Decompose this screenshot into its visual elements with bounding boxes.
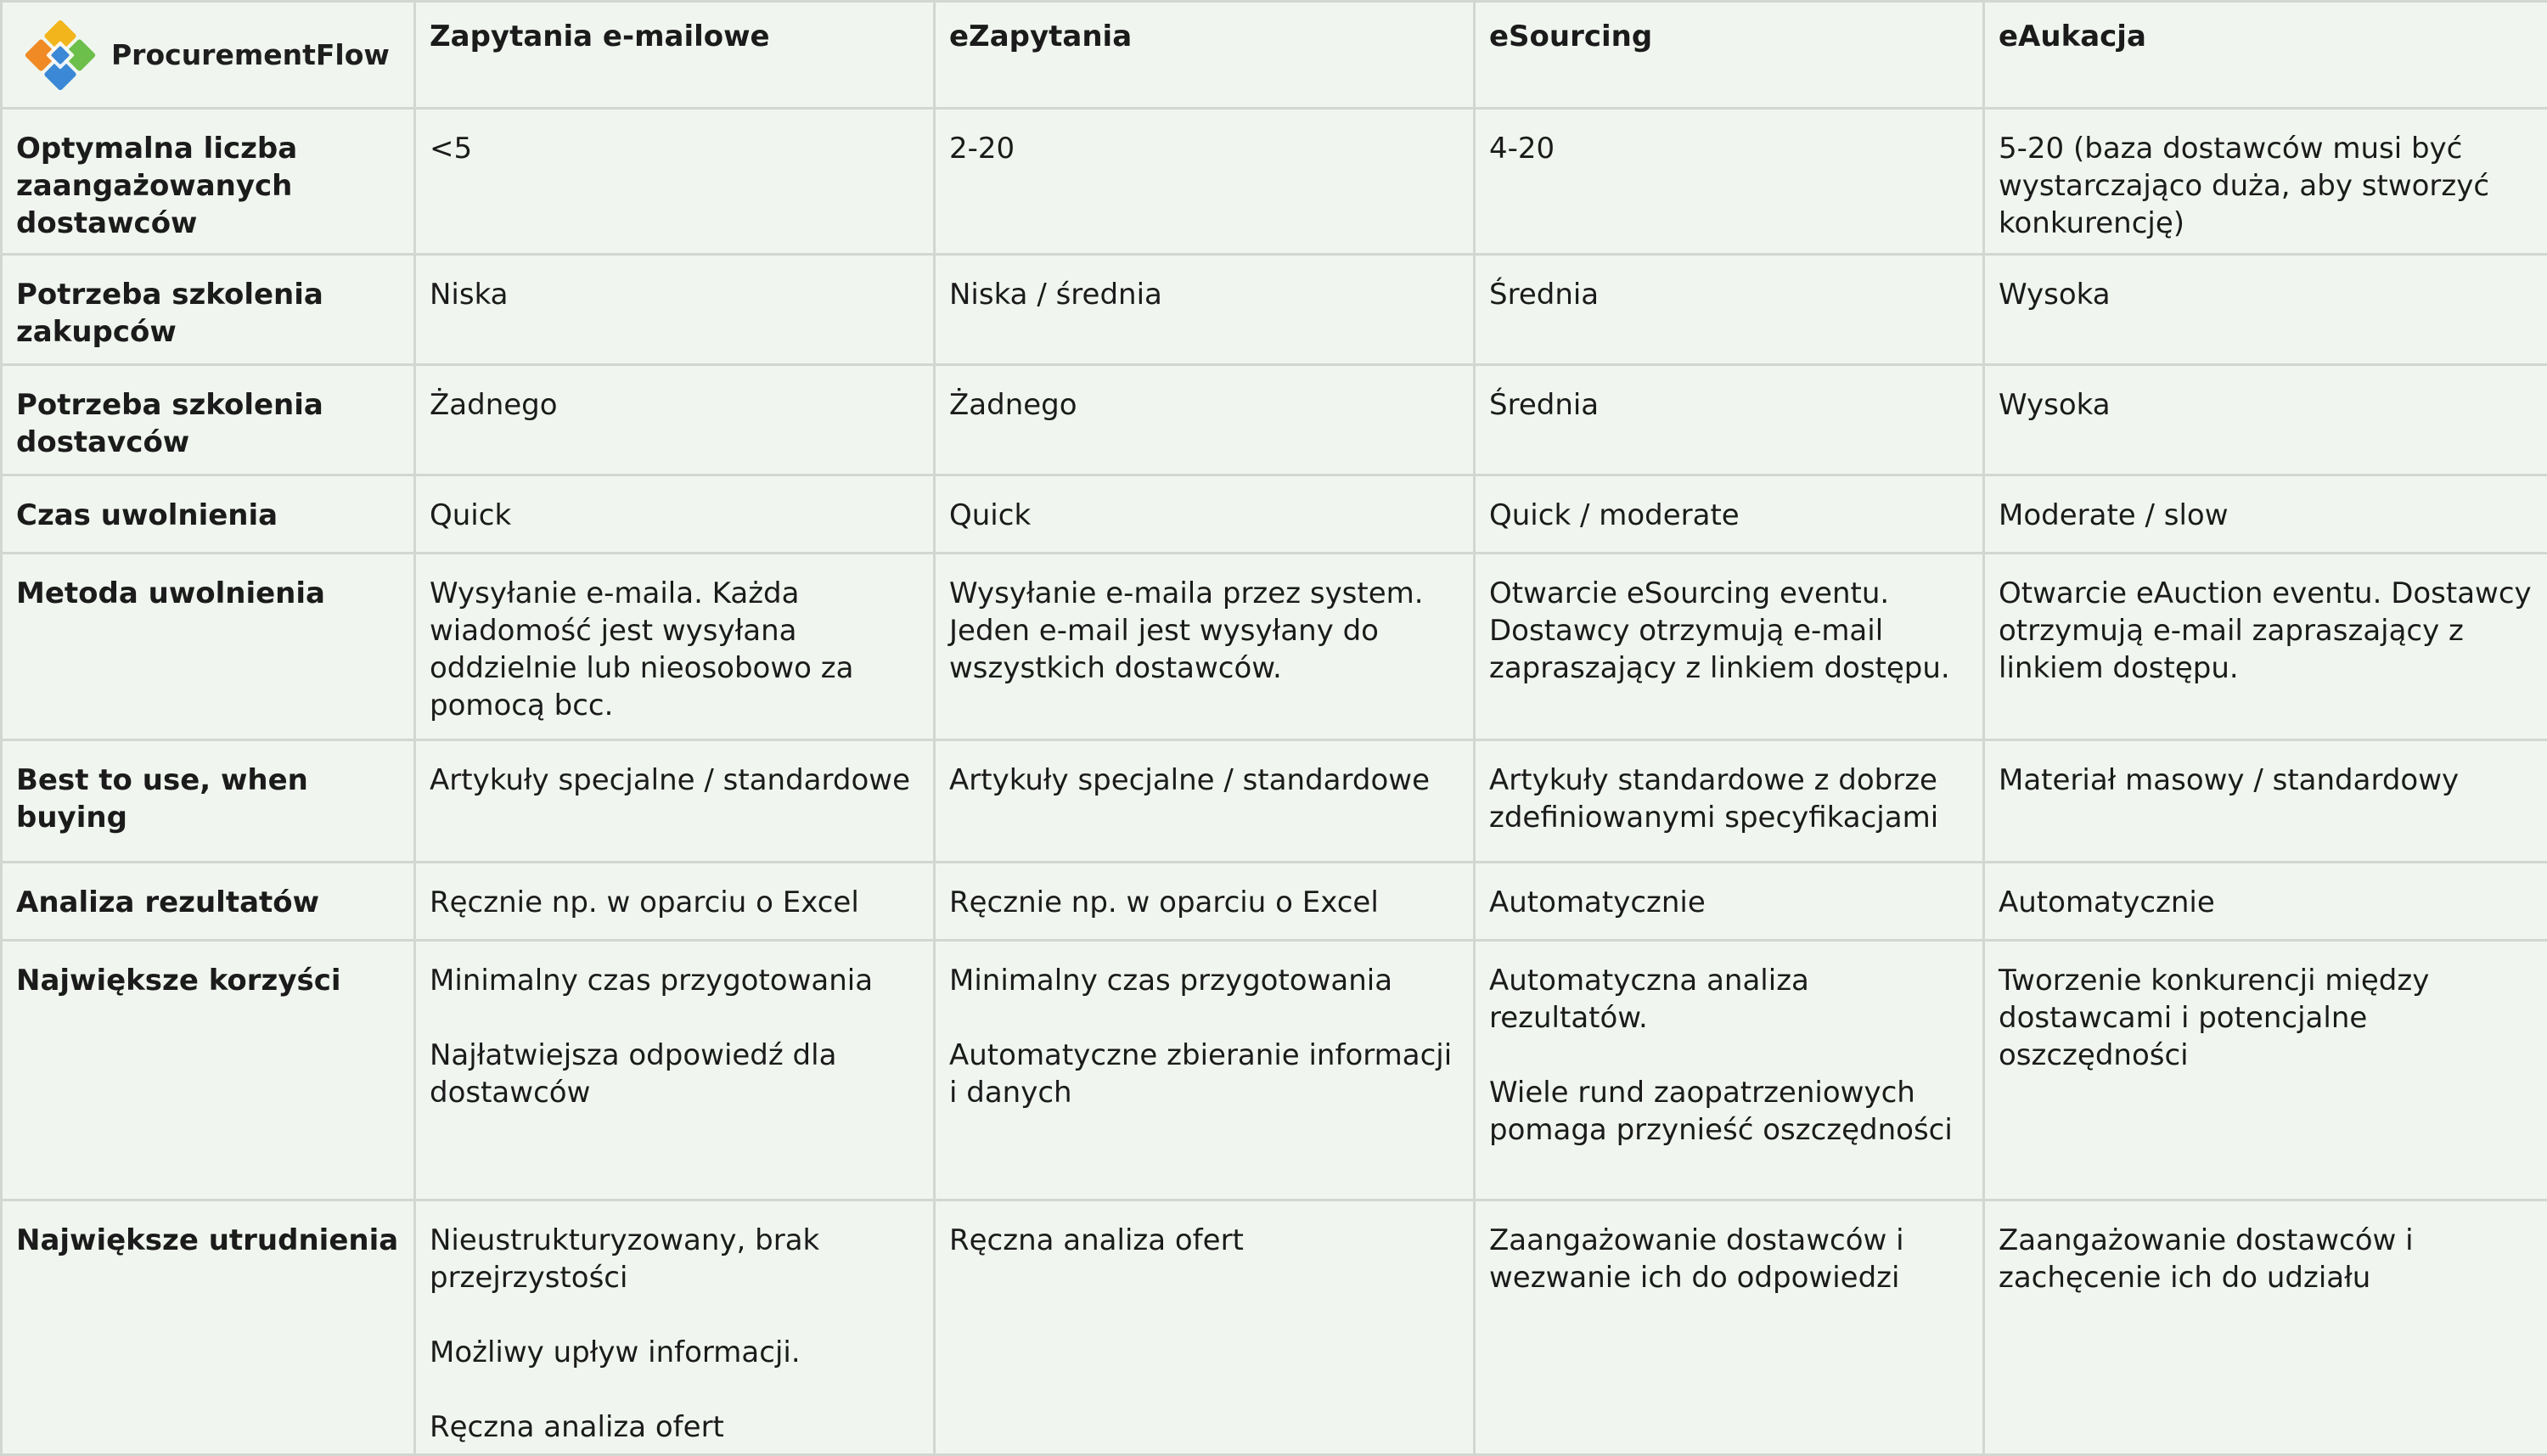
cell-text: Zaangażowanie dostawców i zachęcenie ich do udziału bbox=[1999, 1222, 2533, 1296]
cell-text: 5-20 (baza dostawców musi być wystarczająco duża, aby stworzyć konkurencję) bbox=[1999, 130, 2533, 242]
cell-text: Quick bbox=[430, 497, 919, 534]
cell-text: Quick / moderate bbox=[1489, 497, 1969, 534]
table-cell bbox=[1984, 941, 2547, 1200]
table-cell bbox=[1475, 365, 1984, 475]
cell-text: Możliwy upływ informacji. bbox=[430, 1334, 919, 1371]
table-cell bbox=[1475, 863, 1984, 941]
table-row-optimal-suppliers bbox=[2, 109, 2547, 255]
table-row-release-method bbox=[2, 554, 2547, 740]
row-label-cell bbox=[2, 109, 415, 255]
table-cell bbox=[1475, 1200, 1984, 1455]
row-label-cell bbox=[2, 475, 415, 554]
row-label: Best to use, when buying bbox=[3, 741, 413, 836]
table-cell bbox=[935, 255, 1475, 365]
cell-text: Wysoka bbox=[1999, 276, 2533, 313]
table-cell bbox=[935, 941, 1475, 1200]
table-cell bbox=[1475, 255, 1984, 365]
header-row bbox=[2, 2, 2547, 109]
cell-text: Automatyczna analiza rezultatów. bbox=[1489, 962, 1969, 1037]
column-header-esourcing: eSourcing bbox=[1475, 2, 1984, 109]
table-cell bbox=[415, 863, 935, 941]
cell-text: Automatycznie bbox=[1489, 884, 1969, 921]
table-cell bbox=[1475, 109, 1984, 255]
table-cell bbox=[1984, 740, 2547, 863]
table-cell bbox=[1475, 941, 1984, 1200]
table-cell bbox=[935, 740, 1475, 863]
cell-text: <5 bbox=[430, 130, 919, 167]
row-label-cell bbox=[2, 255, 415, 365]
table-cell bbox=[935, 1200, 1475, 1455]
table-cell bbox=[935, 554, 1475, 740]
cell-text: Ręczna analiza ofert bbox=[430, 1408, 919, 1446]
row-label: Potrzeba szkolenia zakupców bbox=[3, 256, 413, 351]
cell-text: Zaangażowanie dostawców i wezwanie ich do odpowiedzi bbox=[1489, 1222, 1969, 1296]
cell-text: Artykuły standardowe z dobrze zdefiniowanymi specyfikacjami bbox=[1489, 762, 1969, 836]
table-cell bbox=[1984, 255, 2547, 365]
row-label: Czas uwolnienia bbox=[3, 476, 413, 534]
row-label: Potrzeba szkolenia dostavców bbox=[3, 366, 413, 461]
column-header-email: Zapytania e-mailowe bbox=[415, 2, 935, 109]
cell-text: Nieustrukturyzowany, brak przejrzystości bbox=[430, 1222, 919, 1296]
cell-text: Artykuły specjalne / standardowe bbox=[949, 762, 1459, 799]
cell-text: Wysoka bbox=[1999, 386, 2533, 424]
cell-text: Żadnego bbox=[430, 386, 919, 424]
table-cell bbox=[1984, 863, 2547, 941]
cell-text: Średnia bbox=[1489, 386, 1969, 424]
table-cell bbox=[415, 1200, 935, 1455]
table-cell bbox=[415, 109, 935, 255]
cell-text: Otwarcie eAuction eventu. Dostawcy otrzymują e-mail zapraszający z linkiem dostępu. bbox=[1999, 575, 2533, 687]
brand-logo bbox=[3, 3, 413, 107]
table-row-supplier-training bbox=[2, 365, 2547, 475]
row-label: Analiza rezultatów bbox=[3, 863, 413, 921]
table-cell bbox=[1475, 554, 1984, 740]
cell-text: Automatyczne zbieranie informacji i danych bbox=[949, 1037, 1459, 1111]
cell-text: Niska / średnia bbox=[949, 276, 1459, 313]
cell-text: Tworzenie konkurencji między dostawcami i potencjalne oszczędności bbox=[1999, 962, 2533, 1074]
cell-text: Ręczna analiza ofert bbox=[949, 1222, 1459, 1259]
cell-text: Automatycznie bbox=[1999, 884, 2533, 921]
cell-text: Minimalny czas przygotowania bbox=[430, 962, 919, 999]
row-label-cell bbox=[2, 1200, 415, 1455]
cell-text: 2-20 bbox=[949, 130, 1459, 167]
table-cell bbox=[415, 554, 935, 740]
cell-text: Quick bbox=[949, 497, 1459, 534]
table-cell bbox=[1984, 109, 2547, 255]
cell-text: Minimalny czas przygotowania bbox=[949, 962, 1459, 999]
table-cell bbox=[1984, 475, 2547, 554]
table-cell bbox=[415, 365, 935, 475]
row-label-cell bbox=[2, 863, 415, 941]
cell-text: Wiele rund zaopatrzeniowych pomaga przynieść oszczędności bbox=[1489, 1074, 1969, 1149]
cell-text: Ręcznie np. w oparciu o Excel bbox=[949, 884, 1459, 921]
column-header-eauction: eAukacja bbox=[1984, 2, 2547, 109]
column-header-erfq: eZapytania bbox=[935, 2, 1475, 109]
table-cell bbox=[1984, 365, 2547, 475]
row-label-cell bbox=[2, 941, 415, 1200]
table-cell bbox=[1475, 475, 1984, 554]
cell-text: Materiał masowy / standardowy bbox=[1999, 762, 2533, 799]
cell-text: Artykuły specjalne / standardowe bbox=[430, 762, 919, 799]
procurementflow-logo-icon bbox=[21, 16, 99, 94]
cell-text: Moderate / slow bbox=[1999, 497, 2533, 534]
row-label: Największe utrudnienia bbox=[3, 1201, 413, 1259]
row-label: Metoda uwolnienia bbox=[3, 554, 413, 612]
logo-cell bbox=[2, 2, 415, 109]
table-row-buyer-training bbox=[2, 255, 2547, 365]
table-cell bbox=[935, 109, 1475, 255]
brand-name: ProcurementFlow bbox=[111, 38, 390, 71]
table-row-results-analysis bbox=[2, 863, 2547, 941]
table-cell bbox=[1984, 1200, 2547, 1455]
table-cell bbox=[415, 740, 935, 863]
row-label: Optymalna liczba zaangażowanych dostawców bbox=[3, 110, 413, 242]
row-label-cell bbox=[2, 554, 415, 740]
table-cell bbox=[415, 941, 935, 1200]
table-cell bbox=[935, 365, 1475, 475]
table-row-release-time bbox=[2, 475, 2547, 554]
cell-text: Wysyłanie e-maila. Każda wiadomość jest wysyłana oddzielnie lub nieosobowo za pomocą bcc. bbox=[430, 575, 919, 724]
table-row-best-use bbox=[2, 740, 2547, 863]
cell-text: Żadnego bbox=[949, 386, 1459, 424]
table-cell bbox=[935, 475, 1475, 554]
row-label-cell bbox=[2, 365, 415, 475]
row-label: Największe korzyści bbox=[3, 942, 413, 999]
table-row-main-benefits bbox=[2, 941, 2547, 1200]
cell-text: Ręcznie np. w oparciu o Excel bbox=[430, 884, 919, 921]
table-row-main-difficulties bbox=[2, 1200, 2547, 1455]
table-cell bbox=[935, 863, 1475, 941]
cell-text: Otwarcie eSourcing eventu. Dostawcy otrzymują e-mail zapraszający z linkiem dostępu. bbox=[1489, 575, 1969, 687]
cell-text: Niska bbox=[430, 276, 919, 313]
row-label-cell bbox=[2, 740, 415, 863]
cell-text: Wysyłanie e-maila przez system. Jeden e-mail jest wysyłany do wszystkich dostawców. bbox=[949, 575, 1459, 687]
table-cell bbox=[1475, 740, 1984, 863]
table-cell bbox=[415, 255, 935, 365]
table-cell bbox=[1984, 554, 2547, 740]
cell-text: Średnia bbox=[1489, 276, 1969, 313]
table-cell bbox=[415, 475, 935, 554]
cell-text: Najłatwiejsza odpowiedź dla dostawców bbox=[430, 1037, 919, 1111]
cell-text: 4-20 bbox=[1489, 130, 1969, 167]
